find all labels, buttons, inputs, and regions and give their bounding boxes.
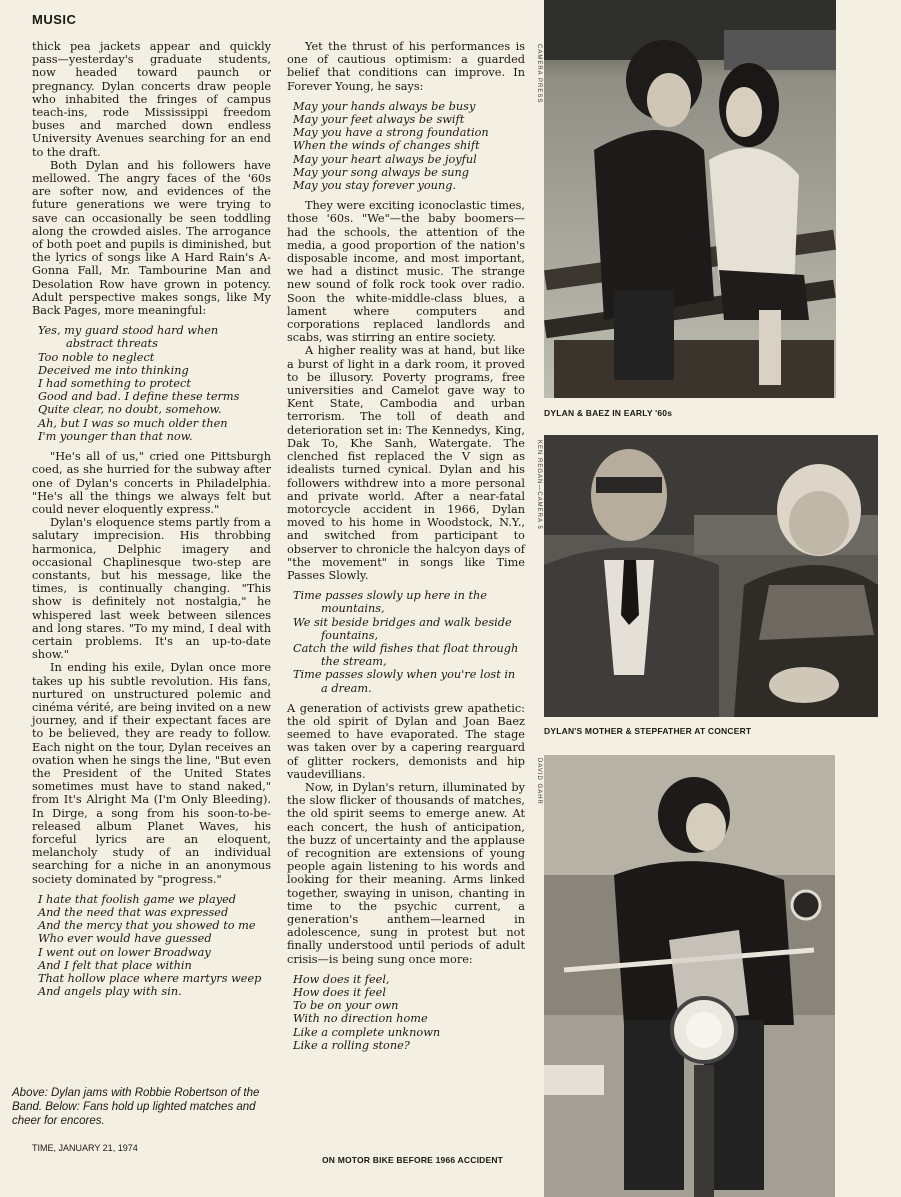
paragraph: A higher reality was at hand, but like a burst of light in a dark room, it proved to be illusory. Poverty programs, free universities and Camelot gave way to Kent State, Cambodia and urban terrorism. The toll of death and deterioration set in: The Kennedys, King, Dak To, Khe Sanh, Watergate. The clenched fist replaced the V sign as idealists turned cynical. Dylan and his followers withdrew into a more personal and private world. After a near-fatal motorcycle accident in 1966, Dylan moved to his home in Woodstock, N.Y., and switched from participant to observer to chronicle the halcyon days of "the movement" in songs like Time Passes Slowly. [287, 344, 525, 582]
lyric-line: May your hands always be busy [293, 99, 476, 113]
lyric-line: Catch the wild fishes that float through [293, 641, 519, 655]
photo-motorbike [544, 755, 835, 1197]
lyric-line: When the winds of changes shift [293, 139, 480, 153]
lyric-line: I went out on lower Broadway [38, 945, 211, 959]
lyrics-like-a-rolling-stone [293, 973, 525, 1052]
lyric-line: May you stay forever young. [293, 179, 457, 193]
lyric-line: May your heart always be joyful [293, 152, 477, 166]
lyric-line: How does it feel [293, 986, 386, 1000]
lyric-line: Quite clear, no doubt, somehow. [38, 403, 222, 417]
section-label: MUSIC [32, 12, 77, 27]
paragraph: thick pea jackets appear and quickly pass—yesterday's graduate students, now headed toward paunch or pregnancy. Dylan concerts draw people who inhabited the fringes of campus teach-ins, rode Mississippi freedom buses and marched down endless University Avenues searching for an end to the draft. [32, 40, 271, 159]
lyric-line: May your feet always be swift [293, 113, 465, 127]
lyrics-my-back-pages [38, 324, 271, 443]
lyric-line: And I felt that place within [38, 958, 192, 972]
lyric-line: the stream, [321, 655, 387, 669]
lyric-line: Yes, my guard stood hard when [38, 324, 219, 338]
photo-dylan-baez-image [544, 0, 836, 398]
photo-caption: DYLAN & BAEZ IN EARLY '60s [544, 408, 673, 418]
lyric-line: Like a complete unknown [293, 1025, 441, 1039]
paragraph: Now, in Dylan's return, illuminated by the slow flicker of thousands of matches, the old spirit seems to emerge anew. At each concert, the hush of anticipation, the buzz of uncertainty and the applause of recognition are extensions of young people again listening to his words and looking for their meaning. Arms linked together, swaying in unison, chanting in time to the psychic current, a generation's anthem—learned in adolescence, sung in protest but not finally understood until periods of adult crisis—is being sung once more: [287, 780, 525, 966]
lyric-line: I hate that foolish game we played [38, 892, 237, 906]
paragraph: Both Dylan and his followers have mellowed. The angry faces of the '60s are softer now, and evidences of the future generations we were trying to save can occasionally be seen toddling along the crowded aisles. The arrogance of both poet and pupils is diminished, but the lyrics of songs like A Hard Rain's A-Gonna Fall, Mr. Tambourine Man and Desolation Row have grown in potency. Adult perspective makes songs, like My Back Pages, more meaningful: [32, 158, 271, 318]
paragraph: Dylan's eloquence stems partly from a salutary imprecision. His throbbing harmonica, Delphic imagery and occasional Chaplinesque two-step are constants, but his message, like the times, is continually changing. "This show is definitely not nostalgia," he whispered last week between silences and long stares. "To my mind, I deal with certain problems. It's an up-to-date show." [32, 516, 271, 662]
lyric-line: Too noble to neglect [38, 350, 155, 364]
lyric-line: Good and bad. I define these terms [38, 390, 240, 404]
photo-credit: CAMERA PRESS [536, 44, 542, 104]
side-caption: Above: Dylan jams with Robbie Robertson of the Band. Below: Fans hold up lighted matches and cheer for encores. [12, 1087, 260, 1127]
paragraph: A generation of activists grew apathetic: the old spirit of Dylan and Joan Baez seemed to have evaporated. The stage was taken over by a capering rearguard of glitter rockers, demonists and hip vaudevillians. [287, 701, 525, 781]
lyric-line: I had something to protect [38, 377, 191, 391]
lyric-line: May you have a strong foundation [293, 126, 489, 140]
photo-credit: KEN REGAN—CAMERA 5 [536, 440, 542, 530]
paragraph: Yet the thrust of his performances is one of cautious optimism: a guarded belief that conditions can improve. In Forever Young, he says: [287, 40, 525, 93]
paragraph: "He's all of us," cried one Pittsburgh coed, as she hurried for the subway after one of Dylan's concerts in Philadelphia. "He's all the things we always felt but could never eloquently express." [32, 450, 271, 516]
article-column-2 [287, 40, 525, 1059]
lyric-line: Like a rolling stone? [293, 1038, 410, 1052]
photo-credit: DAVID GAHR [536, 758, 542, 805]
lyric-line: Time passes slowly up here in the [293, 589, 487, 603]
lyric-line: To be on your own [293, 999, 399, 1013]
lyrics-time-passes-slowly [293, 589, 525, 695]
lyric-line: With no direction home [293, 1012, 428, 1026]
folio: TIME, JANUARY 21, 1974 [32, 1143, 138, 1153]
lyric-line: And the mercy that you showed to me [38, 919, 256, 933]
paragraph: They were exciting iconoclastic times, those '60s. "We"—the baby boomers—had the schools, the attention of the media, a good proportion of the nation's disposable income, and most important, we had a distinct music. The strange new sound of folk rock took over radio. Soon the white-middle-class blues, a lament where computers and corporations replaced landlords and scabs, was stirring an entire society. [287, 199, 525, 345]
lyric-line: Deceived me into thinking [38, 363, 189, 377]
lyric-line: a dream. [321, 681, 372, 695]
lyric-line: I'm younger than that now. [38, 429, 193, 443]
lyric-line: How does it feel, [293, 972, 390, 986]
article-column-1 [32, 40, 271, 1005]
lyrics-forever-young [293, 100, 525, 192]
photo-mother-stepfather [544, 435, 878, 717]
lyric-line: Time passes slowly when you're lost in [293, 668, 516, 682]
lyrics-dirge [38, 893, 271, 999]
lyric-line: And the need that was expressed [38, 906, 229, 919]
lyric-line: mountains, [321, 602, 385, 616]
lyric-line: May your song always be sung [293, 165, 470, 179]
photo-caption: DYLAN'S MOTHER & STEPFATHER AT CONCERT [544, 726, 752, 736]
lyric-line: Ah, but I was so much older then [38, 416, 228, 430]
photo-mother-stepfather-image [544, 435, 878, 717]
lyric-line: abstract threats [66, 337, 158, 351]
lyric-line: That hollow place where martyrs weep [38, 972, 262, 986]
photo-caption: ON MOTOR BIKE BEFORE 1966 ACCIDENT [322, 1155, 504, 1165]
paragraph: In ending his exile, Dylan once more takes up his subtle revolution. His fans, nurtured on unstructured polemic and cinéma vérité, are being invited on a new journey, and if their expectant faces are to be believed, they are ready to follow. Each night on the tour, Dylan receives an ovation when he sings the line, "But even the President of the United States sometimes must have to stand naked," from It's Alright Ma (I'm Only Bleeding). In Dirge, a song from his soon-to-be-released album Planet Waves, his forceful lyrics are an eloquent, melancholy study of an individual searching for a niche in an anonymous society dominated by "progress." [32, 661, 271, 886]
lyric-line: And angels play with sin. [38, 985, 182, 999]
photo-dylan-baez [544, 0, 836, 398]
lyric-line: Who ever would have guessed [38, 932, 212, 946]
lyric-line: We sit beside bridges and walk beside [293, 615, 512, 629]
photo-motorbike-image [544, 755, 835, 1197]
lyric-line: fountains, [321, 628, 379, 642]
